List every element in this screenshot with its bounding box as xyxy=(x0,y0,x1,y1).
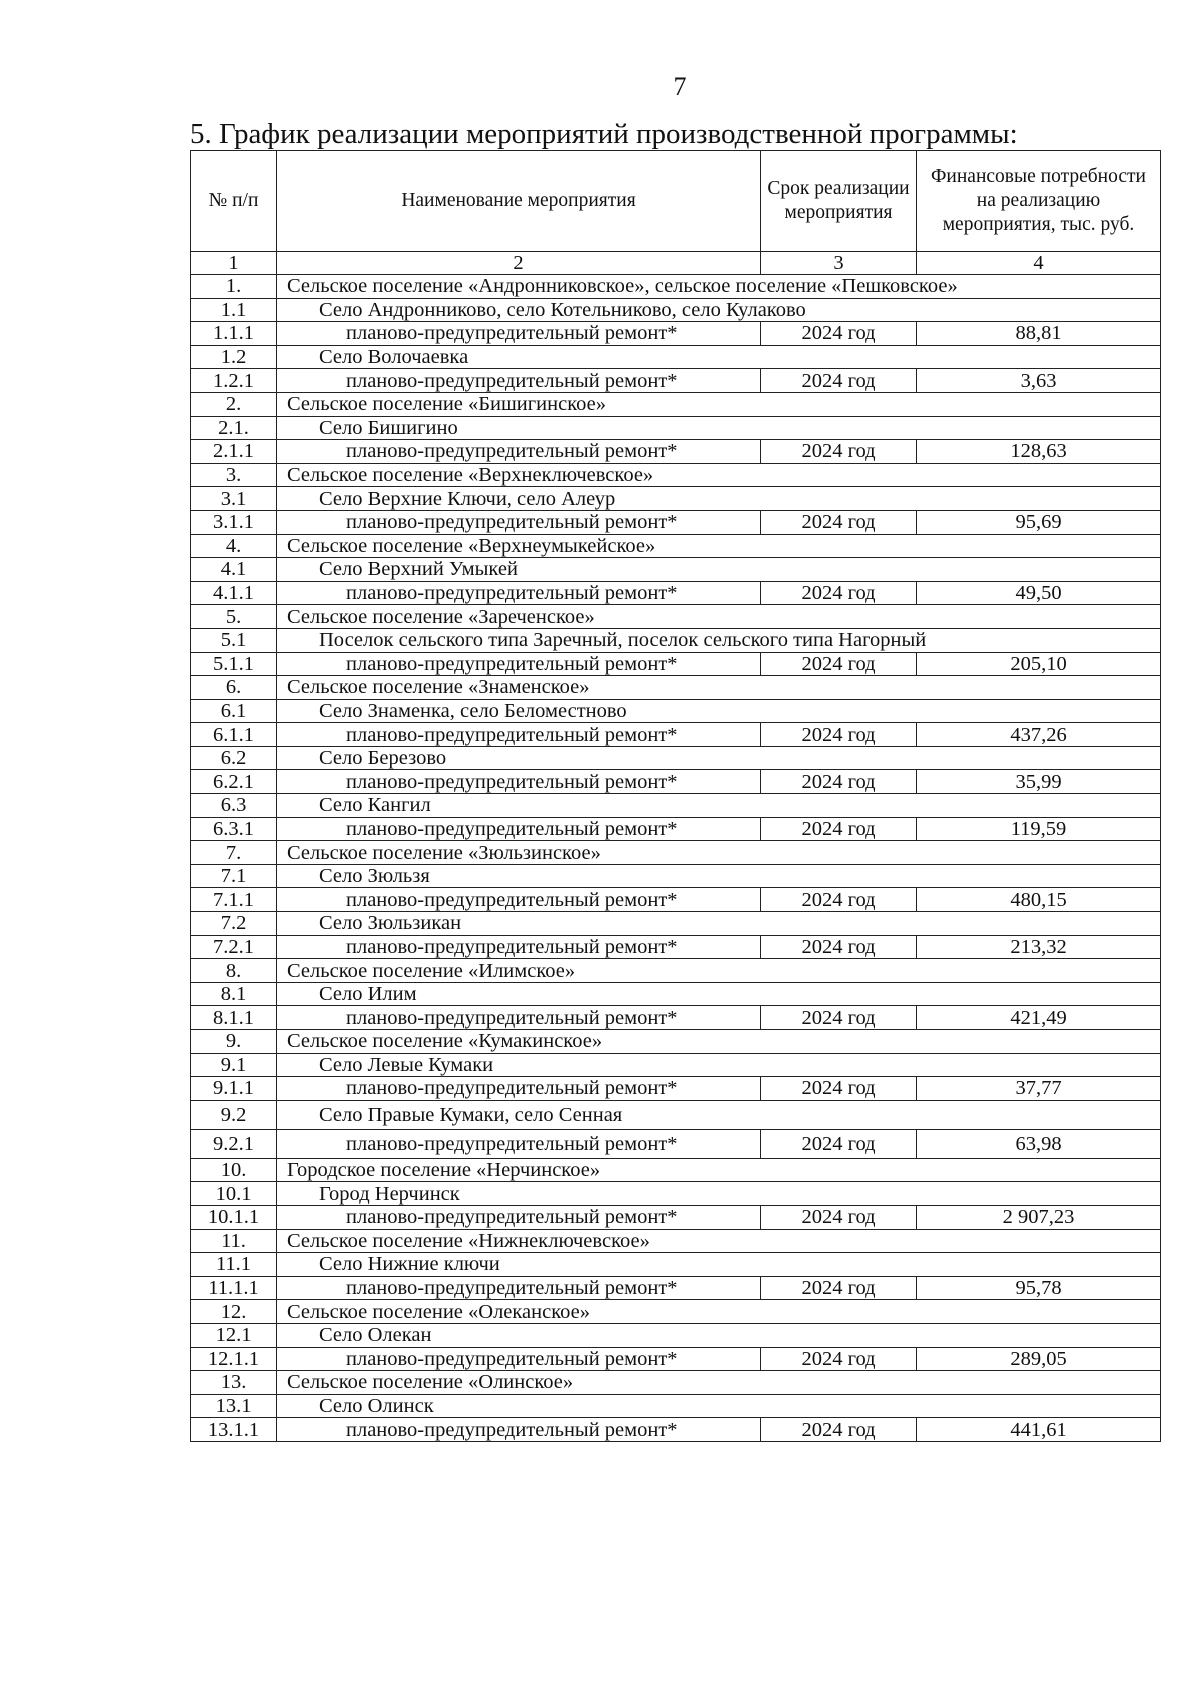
activity-amount: 421,49 xyxy=(917,1006,1161,1030)
settlement-name: Сельское поселение «Нижнеключевское» xyxy=(277,1229,1161,1253)
activity-term: 2024 год xyxy=(761,1006,917,1030)
row-number: 1. xyxy=(191,275,277,299)
activity-name: планово-предупредительный ремонт* xyxy=(277,770,761,794)
activity-amount: 95,78 xyxy=(917,1276,1161,1300)
activity-amount: 128,63 xyxy=(917,440,1161,464)
settlement-name: Сельское поселение «Зюльзинское» xyxy=(277,841,1161,865)
table-row xyxy=(191,1129,1161,1158)
row-number: 3. xyxy=(191,463,277,487)
activity-amount: 37,77 xyxy=(917,1077,1161,1101)
table-row xyxy=(191,510,1161,534)
row-number: 10. xyxy=(191,1158,277,1182)
row-number: 2.1.1 xyxy=(191,440,277,464)
table-row xyxy=(191,534,1161,558)
row-number: 13.1.1 xyxy=(191,1418,277,1442)
table-row xyxy=(191,416,1161,440)
activity-term: 2024 год xyxy=(761,770,917,794)
header-number: № п/п xyxy=(191,151,277,252)
table-row xyxy=(191,440,1161,464)
activity-term: 2024 год xyxy=(761,1205,917,1229)
locality-name: Село Волочаевка xyxy=(277,345,1161,369)
table-row xyxy=(191,392,1161,416)
table-row xyxy=(191,1276,1161,1300)
table-row xyxy=(191,959,1161,983)
activity-amount: 119,59 xyxy=(917,817,1161,841)
settlement-name: Сельское поселение «Андронниковское», сельское поселение «Пешковское» xyxy=(277,275,1161,299)
table-row xyxy=(191,841,1161,865)
header-name: Наименование мероприятия xyxy=(277,151,761,252)
row-number: 2. xyxy=(191,392,277,416)
table-row xyxy=(191,746,1161,770)
table-row xyxy=(191,652,1161,676)
row-number: 9.1 xyxy=(191,1053,277,1077)
locality-name: Село Нижние ключи xyxy=(277,1253,1161,1277)
table-row xyxy=(191,935,1161,959)
table-row xyxy=(191,699,1161,723)
row-number: 8.1 xyxy=(191,982,277,1006)
column-number: 4 xyxy=(917,252,1161,275)
table-row xyxy=(191,1182,1161,1206)
activity-amount: 95,69 xyxy=(917,510,1161,534)
table-row xyxy=(191,1100,1161,1129)
table-row xyxy=(191,1300,1161,1324)
activity-amount: 441,61 xyxy=(917,1418,1161,1442)
activity-name: планово-предупредительный ремонт* xyxy=(277,1129,761,1158)
row-number: 5.1.1 xyxy=(191,652,277,676)
row-number: 9.2 xyxy=(191,1100,277,1129)
column-number: 3 xyxy=(761,252,917,275)
row-number: 2.1. xyxy=(191,416,277,440)
row-number: 1.2.1 xyxy=(191,369,277,393)
settlement-name: Сельское поселение «Бишигинское» xyxy=(277,392,1161,416)
row-number: 6.3 xyxy=(191,794,277,818)
settlement-name: Сельское поселение «Верхнеключевское» xyxy=(277,463,1161,487)
row-number: 6.1 xyxy=(191,699,277,723)
settlement-name: Городское поселение «Нерчинское» xyxy=(277,1158,1161,1182)
activity-amount: 205,10 xyxy=(917,652,1161,676)
locality-name: Село Левые Кумаки xyxy=(277,1053,1161,1077)
activity-name: планово-предупредительный ремонт* xyxy=(277,1347,761,1371)
activity-name: планово-предупредительный ремонт* xyxy=(277,935,761,959)
activity-term: 2024 год xyxy=(761,322,917,346)
activity-term: 2024 год xyxy=(761,935,917,959)
table-row xyxy=(191,487,1161,511)
activity-amount: 3,63 xyxy=(917,369,1161,393)
table-header-row xyxy=(191,151,1161,252)
activity-term: 2024 год xyxy=(761,1129,917,1158)
table-row xyxy=(191,322,1161,346)
table-row xyxy=(191,369,1161,393)
row-number: 9.1.1 xyxy=(191,1077,277,1101)
activity-term: 2024 год xyxy=(761,1077,917,1101)
settlement-name: Сельское поселение «Илимское» xyxy=(277,959,1161,983)
row-number: 4.1.1 xyxy=(191,581,277,605)
table-row xyxy=(191,982,1161,1006)
row-number: 7.2.1 xyxy=(191,935,277,959)
locality-name: Село Знаменка, село Беломестново xyxy=(277,699,1161,723)
activity-term: 2024 год xyxy=(761,581,917,605)
header-term: Срок реализации мероприятия xyxy=(761,151,917,252)
row-number: 3.1 xyxy=(191,487,277,511)
row-number: 1.1.1 xyxy=(191,322,277,346)
row-number: 6.3.1 xyxy=(191,817,277,841)
table-row xyxy=(191,817,1161,841)
page-number: 7 xyxy=(673,72,687,101)
locality-name: Село Верхние Ключи, село Алеур xyxy=(277,487,1161,511)
header-amount: Финансовые потребности на реализацию мероприятия, тыс. руб. xyxy=(917,151,1161,252)
table-row xyxy=(191,298,1161,322)
table-row xyxy=(191,723,1161,747)
row-number: 5. xyxy=(191,605,277,629)
activity-name: планово-предупредительный ремонт* xyxy=(277,888,761,912)
activity-term: 2024 год xyxy=(761,369,917,393)
settlement-name: Сельское поселение «Олинское» xyxy=(277,1371,1161,1395)
activity-amount: 35,99 xyxy=(917,770,1161,794)
table-row xyxy=(191,1053,1161,1077)
table-row xyxy=(191,275,1161,299)
table-row xyxy=(191,1158,1161,1182)
table-row xyxy=(191,864,1161,888)
table-row xyxy=(191,1030,1161,1054)
activity-name: планово-предупредительный ремонт* xyxy=(277,1418,761,1442)
activity-name: планово-предупредительный ремонт* xyxy=(277,322,761,346)
activity-term: 2024 год xyxy=(761,440,917,464)
table-row xyxy=(191,1205,1161,1229)
program-schedule-table xyxy=(190,150,1161,1442)
row-number: 4. xyxy=(191,534,277,558)
settlement-name: Сельское поселение «Олеканское» xyxy=(277,1300,1161,1324)
table-row xyxy=(191,676,1161,700)
activity-term: 2024 год xyxy=(761,888,917,912)
row-number: 8. xyxy=(191,959,277,983)
locality-name: Село Зюльзикан xyxy=(277,912,1161,936)
column-number-row xyxy=(191,252,1161,275)
activity-amount: 63,98 xyxy=(917,1129,1161,1158)
activity-name: планово-предупредительный ремонт* xyxy=(277,723,761,747)
table-row xyxy=(191,1006,1161,1030)
activity-amount: 88,81 xyxy=(917,322,1161,346)
table-row xyxy=(191,1253,1161,1277)
table-row xyxy=(191,1394,1161,1418)
activity-name: планово-предупредительный ремонт* xyxy=(277,581,761,605)
row-number: 13. xyxy=(191,1371,277,1395)
row-number: 9. xyxy=(191,1030,277,1054)
activity-name: планово-предупредительный ремонт* xyxy=(277,440,761,464)
activity-amount: 289,05 xyxy=(917,1347,1161,1371)
row-number: 11.1 xyxy=(191,1253,277,1277)
table-row xyxy=(191,605,1161,629)
activity-name: планово-предупредительный ремонт* xyxy=(277,1006,761,1030)
row-number: 6.2.1 xyxy=(191,770,277,794)
row-number: 11. xyxy=(191,1229,277,1253)
settlement-name: Сельское поселение «Знаменское» xyxy=(277,676,1161,700)
activity-amount: 213,32 xyxy=(917,935,1161,959)
locality-name: Село Олинск xyxy=(277,1394,1161,1418)
activity-name: планово-предупредительный ремонт* xyxy=(277,1205,761,1229)
row-number: 7.1.1 xyxy=(191,888,277,912)
row-number: 1.2 xyxy=(191,345,277,369)
table-row xyxy=(191,912,1161,936)
column-number: 2 xyxy=(277,252,761,275)
activity-amount: 480,15 xyxy=(917,888,1161,912)
activity-term: 2024 год xyxy=(761,817,917,841)
row-number: 13.1 xyxy=(191,1394,277,1418)
row-number: 7.1 xyxy=(191,864,277,888)
locality-name: Село Олекан xyxy=(277,1323,1161,1347)
locality-name: Село Кангил xyxy=(277,794,1161,818)
table-row xyxy=(191,558,1161,582)
locality-name: Поселок сельского типа Заречный, поселок сельского типа Нагорный xyxy=(277,628,1161,652)
table-row xyxy=(191,1371,1161,1395)
activity-amount: 2 907,23 xyxy=(917,1205,1161,1229)
activity-name: планово-предупредительный ремонт* xyxy=(277,652,761,676)
table-row xyxy=(191,345,1161,369)
locality-name: Село Андронниково, село Котельниково, село Кулаково xyxy=(277,298,1161,322)
table-row xyxy=(191,1323,1161,1347)
activity-term: 2024 год xyxy=(761,723,917,747)
row-number: 12.1.1 xyxy=(191,1347,277,1371)
row-number: 6.1.1 xyxy=(191,723,277,747)
row-number: 7.2 xyxy=(191,912,277,936)
activity-name: планово-предупредительный ремонт* xyxy=(277,1276,761,1300)
row-number: 10.1 xyxy=(191,1182,277,1206)
activity-amount: 49,50 xyxy=(917,581,1161,605)
table-row xyxy=(191,1077,1161,1101)
row-number: 6.2 xyxy=(191,746,277,770)
table-row xyxy=(191,888,1161,912)
activity-name: планово-предупредительный ремонт* xyxy=(277,369,761,393)
table-row xyxy=(191,1347,1161,1371)
table-row xyxy=(191,581,1161,605)
activity-term: 2024 год xyxy=(761,510,917,534)
activity-name: планово-предупредительный ремонт* xyxy=(277,817,761,841)
locality-name: Село Бишигино xyxy=(277,416,1161,440)
locality-name: Село Верхний Умыкей xyxy=(277,558,1161,582)
locality-name: Город Нерчинск xyxy=(277,1182,1161,1206)
activity-term: 2024 год xyxy=(761,1276,917,1300)
row-number: 12. xyxy=(191,1300,277,1324)
row-number: 5.1 xyxy=(191,628,277,652)
row-number: 9.2.1 xyxy=(191,1129,277,1158)
settlement-name: Сельское поселение «Верхнеумыкейское» xyxy=(277,534,1161,558)
row-number: 11.1.1 xyxy=(191,1276,277,1300)
section-title: 5. График реализации мероприятий производственной программы: xyxy=(190,118,1018,150)
table-row xyxy=(191,1418,1161,1442)
activity-term: 2024 год xyxy=(761,1347,917,1371)
row-number: 10.1.1 xyxy=(191,1205,277,1229)
activity-term: 2024 год xyxy=(761,652,917,676)
table-row xyxy=(191,1229,1161,1253)
settlement-name: Сельское поселение «Кумакинское» xyxy=(277,1030,1161,1054)
row-number: 3.1.1 xyxy=(191,510,277,534)
locality-name: Село Зюльзя xyxy=(277,864,1161,888)
table-row xyxy=(191,628,1161,652)
row-number: 6. xyxy=(191,676,277,700)
row-number: 12.1 xyxy=(191,1323,277,1347)
activity-amount: 437,26 xyxy=(917,723,1161,747)
settlement-name: Сельское поселение «Зареченское» xyxy=(277,605,1161,629)
locality-name: Село Березово xyxy=(277,746,1161,770)
row-number: 4.1 xyxy=(191,558,277,582)
activity-name: планово-предупредительный ремонт* xyxy=(277,510,761,534)
locality-name: Село Правые Кумаки, село Сенная xyxy=(277,1100,1161,1129)
activity-term: 2024 год xyxy=(761,1418,917,1442)
activity-name: планово-предупредительный ремонт* xyxy=(277,1077,761,1101)
table-row xyxy=(191,794,1161,818)
table-row xyxy=(191,463,1161,487)
table-row xyxy=(191,770,1161,794)
row-number: 7. xyxy=(191,841,277,865)
row-number: 1.1 xyxy=(191,298,277,322)
row-number: 8.1.1 xyxy=(191,1006,277,1030)
column-number: 1 xyxy=(191,252,277,275)
locality-name: Село Илим xyxy=(277,982,1161,1006)
